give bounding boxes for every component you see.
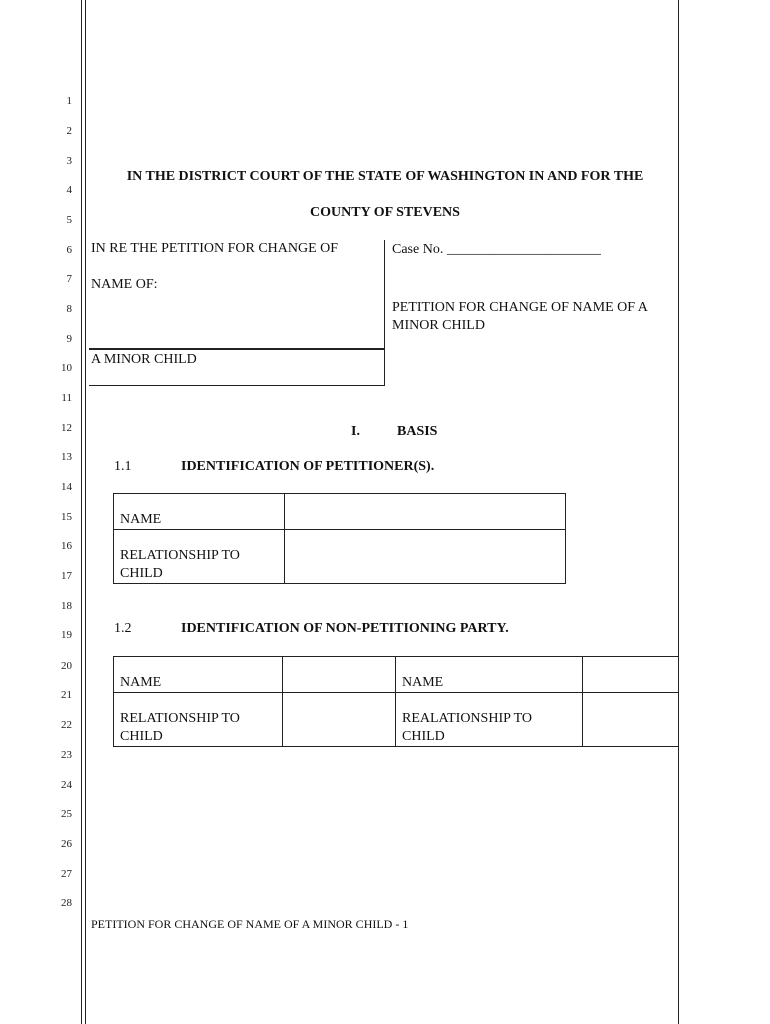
- line-number: 9: [66, 333, 72, 345]
- caption-name-of: NAME OF:: [91, 277, 158, 292]
- subsection-1-1-title: IDENTIFICATION OF PETITIONER(S).: [181, 459, 435, 474]
- line-number: 20: [61, 660, 72, 672]
- party-b-relationship-label: [396, 693, 583, 747]
- non-petitioning-party-table: [113, 656, 693, 747]
- petitioner-table: [113, 493, 566, 584]
- petitioner-relationship-label: [114, 530, 285, 584]
- party-b-name-label: NAME: [396, 657, 583, 693]
- line-number: 17: [61, 570, 72, 582]
- court-heading-line1: IN THE DISTRICT COURT OF THE STATE OF WASHINGTON IN AND FOR THE: [126, 169, 644, 184]
- caption-in-re: IN RE THE PETITION FOR CHANGE OF: [91, 241, 339, 256]
- label-line: CHILD: [402, 729, 445, 744]
- party-b-relationship-field[interactable]: [583, 693, 693, 747]
- table-row: [114, 530, 566, 584]
- party-a-name-field[interactable]: [283, 657, 396, 693]
- page-footer: PETITION FOR CHANGE OF NAME OF A MINOR CHILD - 1: [91, 917, 409, 931]
- document-title-line1: PETITION FOR CHANGE OF NAME OF A: [392, 300, 648, 315]
- line-number: 11: [61, 392, 72, 404]
- line-number: 1: [66, 95, 72, 107]
- subsection-1-2-title: IDENTIFICATION OF NON-PETITIONING PARTY.: [181, 621, 509, 636]
- label-line: REALATIONSHIP TO: [402, 711, 533, 726]
- petitioner-relationship-field[interactable]: [285, 530, 566, 584]
- line-number: 6: [66, 244, 72, 256]
- line-number: 14: [61, 481, 72, 493]
- table-row: [114, 657, 693, 693]
- line-number: 19: [61, 629, 72, 641]
- line-number: 23: [61, 749, 72, 761]
- line-number: 18: [61, 600, 72, 612]
- party-a-relationship-field[interactable]: [283, 693, 396, 747]
- line-number: 5: [66, 214, 72, 226]
- right-margin-mask: [679, 640, 770, 760]
- line-number: 3: [66, 155, 72, 167]
- label-line: RELATIONSHIP TO: [120, 548, 240, 563]
- table-row: [114, 494, 566, 530]
- caption-minor-child: A MINOR CHILD: [91, 352, 197, 367]
- petitioner-name-field[interactable]: [285, 494, 566, 530]
- line-number: 26: [61, 838, 72, 850]
- section-title: BASIS: [397, 424, 438, 439]
- subsection-1-2-number: 1.2: [114, 621, 132, 636]
- document-title-line2: MINOR CHILD: [392, 318, 485, 333]
- case-number-field[interactable]: Case No. ______________________: [392, 242, 601, 257]
- caption-bottom-rule: [89, 385, 385, 386]
- line-number: 8: [66, 303, 72, 315]
- line-number: 12: [61, 422, 72, 434]
- left-margin-rule-outer: [81, 0, 82, 1024]
- line-number: 7: [66, 273, 72, 285]
- line-number: 13: [61, 451, 72, 463]
- line-number: 10: [61, 362, 72, 374]
- caption-divider: [89, 348, 385, 350]
- line-number: 28: [61, 897, 72, 909]
- subsection-1-1-number: 1.1: [114, 459, 132, 474]
- label-line: CHILD: [120, 729, 163, 744]
- line-number: 21: [61, 689, 72, 701]
- line-number: 15: [61, 511, 72, 523]
- party-a-name-label: NAME: [114, 657, 283, 693]
- line-number: 25: [61, 808, 72, 820]
- line-number: 4: [66, 184, 72, 196]
- section-number: I.: [351, 424, 360, 439]
- party-a-relationship-label: [114, 693, 283, 747]
- party-b-name-field[interactable]: [583, 657, 693, 693]
- left-margin-rule-inner: [85, 0, 86, 1024]
- caption-vertical-rule: [384, 240, 385, 386]
- line-number: 2: [66, 125, 72, 137]
- line-number: 22: [61, 719, 72, 731]
- right-margin-rule: [678, 0, 679, 1024]
- line-number: 16: [61, 540, 72, 552]
- line-number: 24: [61, 779, 72, 791]
- petitioner-name-label: NAME: [114, 494, 285, 530]
- label-line: RELATIONSHIP TO: [120, 711, 240, 726]
- court-heading-line2: COUNTY OF STEVENS: [310, 205, 460, 220]
- label-line: CHILD: [120, 566, 163, 581]
- table-row: [114, 693, 693, 747]
- line-number: 27: [61, 868, 72, 880]
